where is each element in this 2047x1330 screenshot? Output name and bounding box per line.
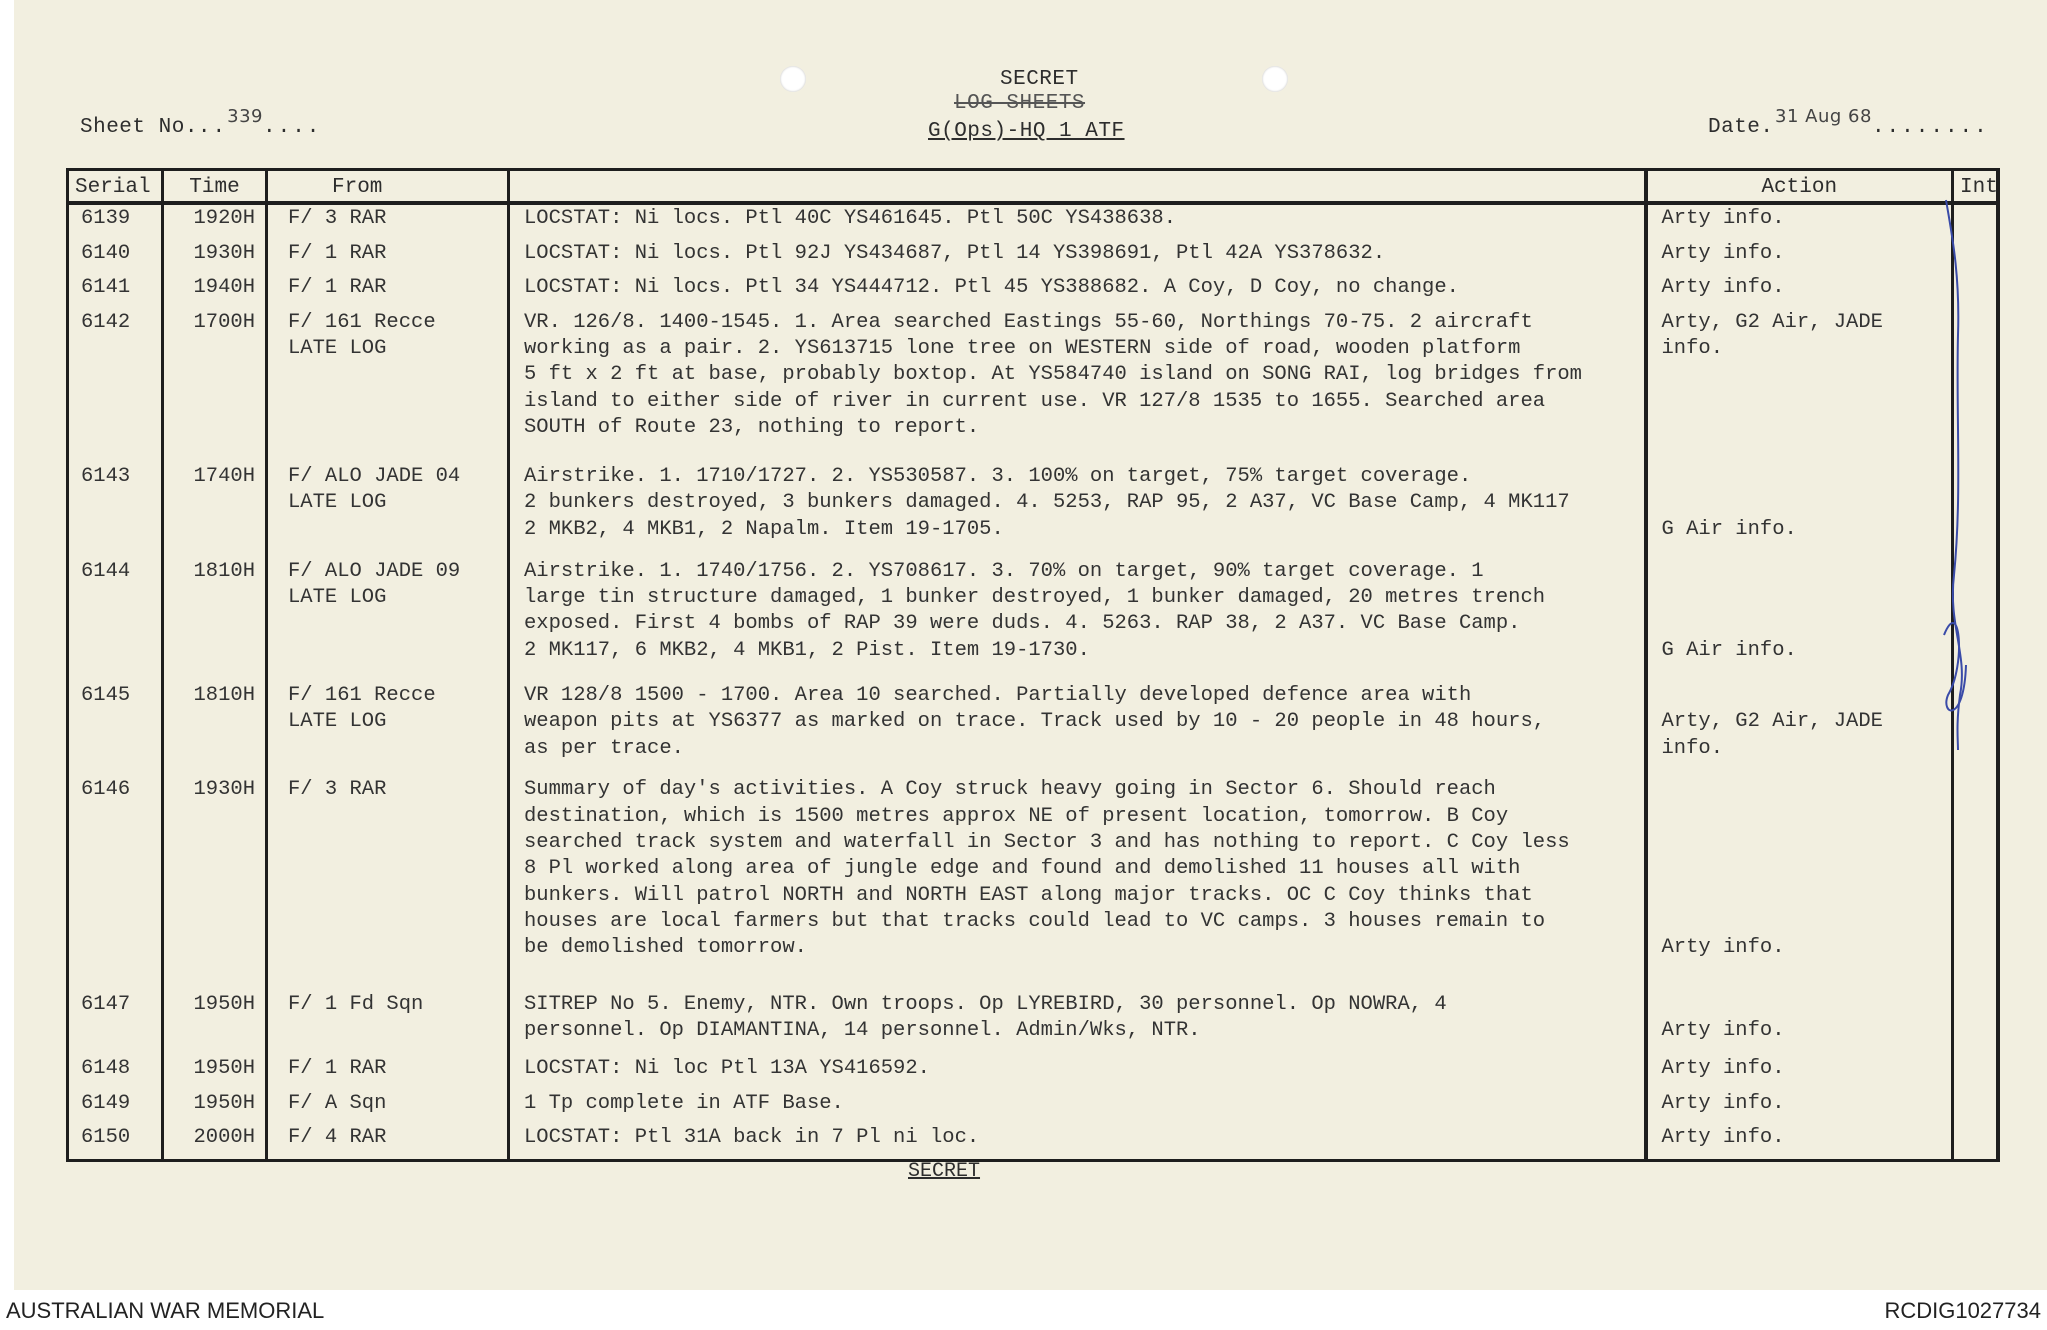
cell-time: 1950H <box>163 1090 267 1125</box>
col-action: Action <box>1646 170 1953 204</box>
cell-from: F/ 4 RAR <box>267 1124 509 1160</box>
table-row <box>68 240 1998 275</box>
cell-serial: 6142 <box>68 309 163 463</box>
table-row <box>68 682 1998 776</box>
credit-left: AUSTRALIAN WAR MEMORIAL <box>6 1298 325 1323</box>
col-serial: Serial <box>68 170 163 204</box>
cell-serial: 6146 <box>68 776 163 990</box>
credit-right: RCDIG1027734 <box>1884 1298 2041 1323</box>
classification-bottom: SECRET <box>908 1160 981 1183</box>
cell-action: G Air info. <box>1646 558 1953 682</box>
sheet-label: Sheet No. <box>80 116 198 139</box>
cell-detail: LOCSTAT: Ptl 31A back in 7 Pl ni loc. <box>509 1124 1646 1160</box>
col-int: Int <box>1953 170 1998 204</box>
col-time: Time <box>163 170 267 204</box>
date-label: Date <box>1708 116 1761 139</box>
cell-from: F/ 1 RAR <box>267 274 509 309</box>
cell-time: 1950H <box>163 991 267 1055</box>
unit-title: G(Ops)-HQ 1 ATF <box>928 120 1125 143</box>
cell-detail: LOCSTAT: Ni loc Ptl 13A YS416592. <box>509 1055 1646 1090</box>
cell-from: F/ ALO JADE 09 LATE LOG <box>267 558 509 682</box>
table-row <box>68 1124 1998 1160</box>
table-row <box>68 558 1998 682</box>
col-from: From <box>267 170 509 204</box>
cell-detail: VR. 126/8. 1400-1545. 1. Area searched Eastings 55-60, Northings 70-75. 2 aircraft working as a pair. 2. YS613715 lone tree on WESTERN side of road, wooden platform 5 ft x 2 ft at base, probably boxtop. At YS584740 island on SONG RAI, log bridges from island to either side of river in current use. VR 127/8 1535 to 1655. Searched area SOUTH of Route 23, nothing to report. <box>509 309 1646 463</box>
cell-time: 1810H <box>163 558 267 682</box>
table-row <box>68 274 1998 309</box>
col-detail <box>509 170 1646 204</box>
cell-serial: 6147 <box>68 991 163 1055</box>
cell-time: 1950H <box>163 1055 267 1090</box>
log-table <box>66 168 2000 1162</box>
cell-detail: LOCSTAT: Ni locs. Ptl 92J YS434687, Ptl 14 YS398691, Ptl 42A YS378632. <box>509 240 1646 275</box>
sheet-no-value: 339 <box>227 106 263 127</box>
title-struck: LOG SHEETS <box>954 92 1086 115</box>
table-row <box>68 309 1998 463</box>
table-row <box>68 1055 1998 1090</box>
cell-time: 1700H <box>163 309 267 463</box>
cell-action: Arty info. <box>1646 776 1953 990</box>
cell-from: F/ ALO JADE 04 LATE LOG <box>267 463 509 557</box>
cell-from: F/ 1 Fd Sqn <box>267 991 509 1055</box>
table-row <box>68 463 1998 557</box>
cell-action: Arty info. <box>1646 274 1953 309</box>
punch-hole <box>780 66 806 92</box>
cell-time: 1740H <box>163 463 267 557</box>
cell-time: 1920H <box>163 203 267 240</box>
sheet-number: Sheet No...339.... <box>80 106 322 139</box>
cell-detail: VR 128/8 1500 - 1700. Area 10 searched. Partially developed defence area with weapon pits at YS6377 as marked on trace. Track used by 10 - 20 people in 48 hours, as per trace. <box>509 682 1646 776</box>
table-row <box>68 203 1998 240</box>
cell-int <box>1953 1124 1998 1160</box>
cell-time: 1930H <box>163 776 267 990</box>
classification-top: SECRET <box>1000 68 1079 91</box>
cell-action: Arty, G2 Air, JADE info. <box>1646 309 1953 463</box>
cell-time: 1810H <box>163 682 267 776</box>
cell-serial: 6143 <box>68 463 163 557</box>
cell-action: Arty, G2 Air, JADE info. <box>1646 682 1953 776</box>
cell-detail: Summary of day's activities. A Coy struck heavy going in Sector 6. Should reach destination, which is 1500 metres approx NE of present location, tomorrow. B Coy searched track system and waterfall in Sector 3 and has nothing to report. C Coy less 8 Pl worked along area of jungle edge and found and demolished 11 houses all with bunkers. Will patrol NORTH and NORTH EAST along major tracks. OC C Coy thinks that houses are local farmers but that tracks could lead to VC camps. 3 houses remain to be demolished tomorrow. <box>509 776 1646 990</box>
cell-serial: 6140 <box>68 240 163 275</box>
table-row <box>68 1090 1998 1125</box>
cell-serial: 6145 <box>68 682 163 776</box>
cell-detail: Airstrike. 1. 1740/1756. 2. YS708617. 3. 70% on target, 90% target coverage. 1 large tin structure damaged, 1 bunker destroyed, 1 bunker damaged, 20 metres trench exposed. First 4 bombs of RAP 39 were duds. 4. 5263. RAP 38, 2 A37. VC Base Camp. 2 MK117, 6 MKB2, 4 MKB1, 2 Pist. Item 19-1730. <box>509 558 1646 682</box>
cell-action: Arty info. <box>1646 1055 1953 1090</box>
cell-time: 1930H <box>163 240 267 275</box>
cell-serial: 6150 <box>68 1124 163 1160</box>
cell-detail: LOCSTAT: Ni locs. Ptl 34 YS444712. Ptl 45 YS388682. A Coy, D Coy, no change. <box>509 274 1646 309</box>
table-row <box>68 991 1998 1055</box>
cell-action: Arty info. <box>1646 1124 1953 1160</box>
cell-int <box>1953 991 1998 1055</box>
cell-from: F/ 3 RAR <box>267 203 509 240</box>
cell-detail: SITREP No 5. Enemy, NTR. Own troops. Op LYREBIRD, 30 personnel. Op NOWRA, 4 personnel. Op DIAMANTINA, 14 personnel. Admin/Wks, NTR. <box>509 991 1646 1055</box>
date-value: 31 Aug 68 <box>1775 106 1872 127</box>
cell-int <box>1953 1055 1998 1090</box>
cell-serial: 6139 <box>68 203 163 240</box>
date-field: Date.31 Aug 68........ <box>1708 106 1989 139</box>
cell-detail: LOCSTAT: Ni locs. Ptl 40C YS461645. Ptl 50C YS438638. <box>509 203 1646 240</box>
cell-action: Arty info. <box>1646 1090 1953 1125</box>
table-header-row <box>68 170 1998 204</box>
cell-action: Arty info. <box>1646 240 1953 275</box>
cell-int <box>1953 776 1998 990</box>
cell-action: Arty info. <box>1646 991 1953 1055</box>
cell-serial: 6144 <box>68 558 163 682</box>
cell-action: Arty info. <box>1646 203 1953 240</box>
cell-detail: Airstrike. 1. 1710/1727. 2. YS530587. 3. 100% on target, 75% target coverage. 2 bunkers destroyed, 3 bunkers damaged. 4. 5253, RAP 95, 2 A37, VC Base Camp, 4 MK117 2 MKB2, 4 MKB1, 2 Napalm. Item 19-1705. <box>509 463 1646 557</box>
cell-action: G Air info. <box>1646 463 1953 557</box>
cell-serial: 6148 <box>68 1055 163 1090</box>
cell-from: F/ 1 RAR <box>267 1055 509 1090</box>
table-row <box>68 776 1998 990</box>
cell-from: F/ A Sqn <box>267 1090 509 1125</box>
cell-from: F/ 1 RAR <box>267 240 509 275</box>
cell-from: F/ 3 RAR <box>267 776 509 990</box>
punch-hole <box>1262 66 1288 92</box>
cell-time: 1940H <box>163 274 267 309</box>
cell-serial: 6141 <box>68 274 163 309</box>
cell-detail: 1 Tp complete in ATF Base. <box>509 1090 1646 1125</box>
pen-annotation-line <box>1940 195 1970 755</box>
cell-serial: 6149 <box>68 1090 163 1125</box>
cell-time: 2000H <box>163 1124 267 1160</box>
cell-from: F/ 161 Recce LATE LOG <box>267 682 509 776</box>
cell-from: F/ 161 Recce LATE LOG <box>267 309 509 463</box>
cell-int <box>1953 1090 1998 1125</box>
